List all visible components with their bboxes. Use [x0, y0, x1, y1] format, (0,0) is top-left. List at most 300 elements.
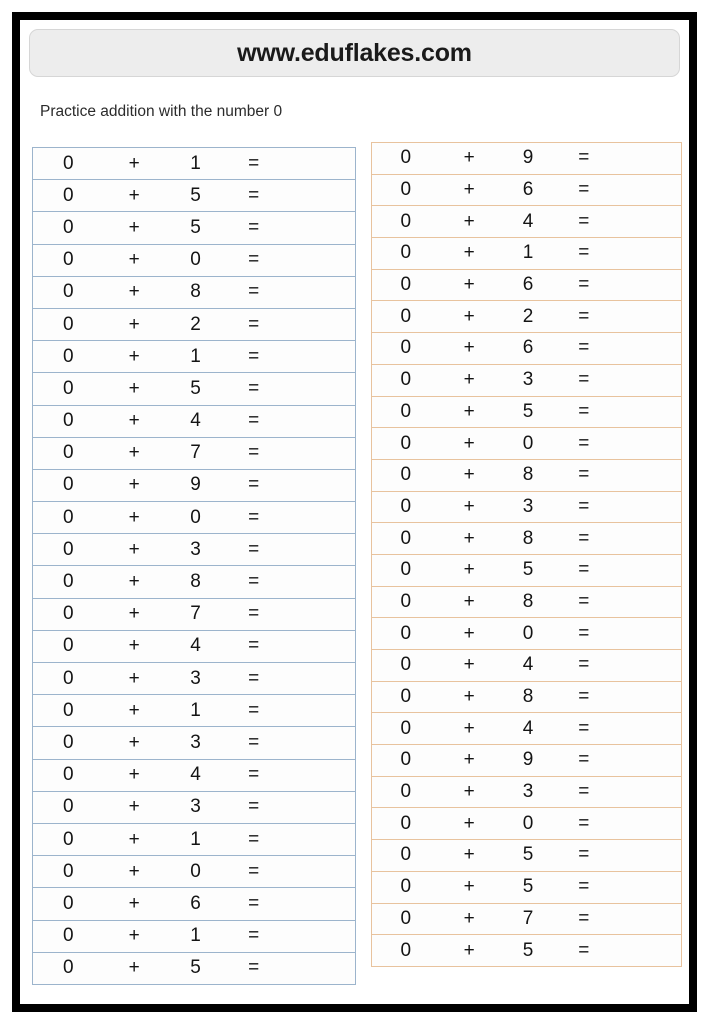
plus-operator: +	[440, 174, 499, 206]
equals-sign: =	[226, 727, 281, 759]
problem-row	[372, 523, 682, 555]
equals-sign: =	[557, 871, 610, 903]
equals-sign: =	[226, 566, 281, 598]
problem-row	[372, 364, 682, 396]
problem-table-right	[371, 142, 682, 967]
plus-operator: +	[104, 308, 165, 340]
problem-row	[33, 469, 356, 501]
addend-second: 3	[165, 727, 226, 759]
problem-row	[372, 903, 682, 935]
problem-table-left	[32, 147, 356, 985]
worksheet-page-inner	[20, 20, 689, 1004]
answer-blank[interactable]	[610, 523, 681, 555]
addend-first: 0	[33, 534, 104, 566]
plus-operator: +	[440, 713, 499, 745]
equals-sign: =	[557, 554, 610, 586]
equals-sign: =	[226, 920, 281, 952]
addend-first: 0	[33, 952, 104, 984]
plus-operator: +	[440, 618, 499, 650]
addend-second: 4	[499, 650, 558, 682]
plus-operator: +	[104, 888, 165, 920]
addend-second: 3	[165, 663, 226, 695]
problem-row	[33, 952, 356, 984]
instruction-line: Practice addition with the number 0	[40, 103, 283, 120]
answer-blank[interactable]	[281, 630, 355, 662]
addend-second: 4	[165, 759, 226, 791]
problem-row	[33, 888, 356, 920]
addend-second: 1	[499, 238, 558, 270]
addend-first: 0	[372, 840, 440, 872]
answer-blank[interactable]	[281, 566, 355, 598]
plus-operator: +	[104, 695, 165, 727]
plus-operator: +	[440, 554, 499, 586]
answer-blank[interactable]	[281, 276, 355, 308]
answer-blank[interactable]	[610, 903, 681, 935]
addend-first: 0	[372, 554, 440, 586]
equals-sign: =	[226, 630, 281, 662]
plus-operator: +	[104, 630, 165, 662]
addend-second: 4	[165, 405, 226, 437]
addend-second: 5	[499, 554, 558, 586]
equals-sign: =	[557, 459, 610, 491]
answer-blank[interactable]	[610, 586, 681, 618]
addend-first: 0	[372, 269, 440, 301]
answer-blank[interactable]	[281, 148, 355, 180]
answer-blank[interactable]	[610, 808, 681, 840]
equals-sign: =	[557, 808, 610, 840]
addend-second: 7	[165, 598, 226, 630]
addend-second: 7	[499, 903, 558, 935]
addend-second: 1	[165, 823, 226, 855]
answer-blank[interactable]	[610, 396, 681, 428]
addend-second: 8	[165, 276, 226, 308]
equals-sign: =	[226, 791, 281, 823]
problem-row	[372, 206, 682, 238]
equals-sign: =	[226, 952, 281, 984]
problem-row	[33, 727, 356, 759]
addend-second: 0	[165, 502, 226, 534]
addend-first: 0	[372, 143, 440, 175]
plus-operator: +	[104, 341, 165, 373]
plus-operator: +	[440, 871, 499, 903]
equals-sign: =	[557, 143, 610, 175]
plus-operator: +	[104, 663, 165, 695]
equals-sign: =	[226, 180, 281, 212]
problem-row	[33, 405, 356, 437]
answer-blank[interactable]	[281, 727, 355, 759]
plus-operator: +	[440, 269, 499, 301]
addend-second: 5	[165, 373, 226, 405]
addend-first: 0	[33, 663, 104, 695]
addend-second: 1	[165, 695, 226, 727]
answer-blank[interactable]	[281, 308, 355, 340]
answer-blank[interactable]	[610, 364, 681, 396]
plus-operator: +	[440, 459, 499, 491]
plus-operator: +	[104, 437, 165, 469]
plus-operator: +	[440, 238, 499, 270]
equals-sign: =	[557, 333, 610, 365]
equals-sign: =	[226, 534, 281, 566]
plus-operator: +	[104, 148, 165, 180]
addend-first: 0	[372, 333, 440, 365]
equals-sign: =	[557, 840, 610, 872]
equals-sign: =	[226, 888, 281, 920]
equals-sign: =	[557, 586, 610, 618]
addend-first: 0	[372, 396, 440, 428]
plus-operator: +	[440, 650, 499, 682]
addend-second: 5	[499, 871, 558, 903]
addend-first: 0	[372, 935, 440, 967]
addend-first: 0	[33, 502, 104, 534]
plus-operator: +	[104, 534, 165, 566]
addend-first: 0	[33, 148, 104, 180]
answer-blank[interactable]	[610, 143, 681, 175]
addend-first: 0	[33, 727, 104, 759]
problem-row	[33, 663, 356, 695]
addend-first: 0	[33, 437, 104, 469]
answer-blank[interactable]	[610, 776, 681, 808]
addend-second: 5	[165, 212, 226, 244]
plus-operator: +	[440, 333, 499, 365]
plus-operator: +	[440, 301, 499, 333]
equals-sign: =	[557, 903, 610, 935]
problem-row	[372, 713, 682, 745]
addend-first: 0	[372, 459, 440, 491]
addend-second: 8	[499, 459, 558, 491]
plus-operator: +	[104, 823, 165, 855]
plus-operator: +	[440, 808, 499, 840]
answer-blank[interactable]	[610, 554, 681, 586]
addend-first: 0	[33, 630, 104, 662]
equals-sign: =	[557, 206, 610, 238]
answer-blank[interactable]	[281, 180, 355, 212]
addend-second: 6	[165, 888, 226, 920]
addend-second: 5	[499, 396, 558, 428]
equals-sign: =	[557, 301, 610, 333]
addend-second: 3	[499, 776, 558, 808]
answer-blank[interactable]	[610, 871, 681, 903]
equals-sign: =	[557, 491, 610, 523]
plus-operator: +	[104, 727, 165, 759]
worksheet-page	[12, 12, 697, 1012]
equals-sign: =	[226, 437, 281, 469]
answer-blank[interactable]	[610, 745, 681, 777]
problem-row	[372, 840, 682, 872]
plus-operator: +	[440, 745, 499, 777]
plus-operator: +	[104, 373, 165, 405]
plus-operator: +	[440, 935, 499, 967]
answer-blank[interactable]	[281, 534, 355, 566]
equals-sign: =	[226, 341, 281, 373]
equals-sign: =	[557, 428, 610, 460]
addend-second: 7	[165, 437, 226, 469]
problem-row	[33, 534, 356, 566]
plus-operator: +	[104, 469, 165, 501]
plus-operator: +	[104, 920, 165, 952]
problem-row	[372, 586, 682, 618]
addend-first: 0	[33, 566, 104, 598]
addend-second: 6	[499, 333, 558, 365]
problem-row	[372, 745, 682, 777]
problem-row	[33, 759, 356, 791]
plus-operator: +	[104, 212, 165, 244]
plus-operator: +	[440, 523, 499, 555]
answer-blank[interactable]	[610, 713, 681, 745]
problem-row	[33, 695, 356, 727]
answer-blank[interactable]	[281, 341, 355, 373]
addend-first: 0	[372, 650, 440, 682]
addend-second: 0	[165, 244, 226, 276]
addend-second: 2	[165, 308, 226, 340]
answer-blank[interactable]	[281, 663, 355, 695]
problem-row	[33, 148, 356, 180]
addend-second: 3	[499, 491, 558, 523]
equals-sign: =	[226, 373, 281, 405]
problem-row	[372, 808, 682, 840]
problem-row	[33, 791, 356, 823]
addend-second: 1	[165, 148, 226, 180]
addend-first: 0	[372, 808, 440, 840]
plus-operator: +	[104, 759, 165, 791]
problem-row	[33, 373, 356, 405]
addend-first: 0	[372, 301, 440, 333]
problem-row	[372, 396, 682, 428]
plus-operator: +	[440, 143, 499, 175]
answer-blank[interactable]	[281, 212, 355, 244]
plus-operator: +	[440, 586, 499, 618]
addend-second: 0	[499, 618, 558, 650]
addend-second: 0	[499, 428, 558, 460]
addend-first: 0	[372, 745, 440, 777]
problem-row	[33, 341, 356, 373]
problem-row	[372, 554, 682, 586]
answer-blank[interactable]	[281, 469, 355, 501]
addend-first: 0	[372, 776, 440, 808]
equals-sign: =	[226, 244, 281, 276]
problem-row	[33, 180, 356, 212]
addend-first: 0	[372, 174, 440, 206]
problem-row	[33, 212, 356, 244]
addend-first: 0	[372, 491, 440, 523]
problem-row	[33, 502, 356, 534]
answer-blank[interactable]	[610, 301, 681, 333]
addend-first: 0	[33, 373, 104, 405]
addend-first: 0	[33, 920, 104, 952]
answer-blank[interactable]	[281, 759, 355, 791]
addend-second: 3	[165, 791, 226, 823]
equals-sign: =	[226, 308, 281, 340]
addend-first: 0	[33, 244, 104, 276]
equals-sign: =	[226, 856, 281, 888]
answer-blank[interactable]	[610, 618, 681, 650]
addend-second: 0	[165, 856, 226, 888]
equals-sign: =	[226, 502, 281, 534]
equals-sign: =	[557, 396, 610, 428]
problem-row	[372, 650, 682, 682]
equals-sign: =	[557, 238, 610, 270]
answer-blank[interactable]	[610, 935, 681, 967]
plus-operator: +	[440, 681, 499, 713]
addend-first: 0	[33, 695, 104, 727]
answer-blank[interactable]	[610, 650, 681, 682]
addend-first: 0	[372, 586, 440, 618]
addend-first: 0	[33, 276, 104, 308]
site-title: www.eduflakes.com	[237, 38, 472, 67]
addend-first: 0	[33, 341, 104, 373]
addend-second: 1	[165, 920, 226, 952]
addend-first: 0	[33, 888, 104, 920]
plus-operator: +	[104, 566, 165, 598]
addend-first: 0	[33, 405, 104, 437]
answer-blank[interactable]	[610, 269, 681, 301]
problem-row	[372, 238, 682, 270]
problem-row	[372, 333, 682, 365]
equals-sign: =	[226, 212, 281, 244]
addend-second: 1	[165, 341, 226, 373]
addend-first: 0	[372, 523, 440, 555]
plus-operator: +	[104, 244, 165, 276]
equals-sign: =	[557, 681, 610, 713]
addend-second: 5	[499, 935, 558, 967]
equals-sign: =	[226, 469, 281, 501]
problem-row	[372, 269, 682, 301]
addend-second: 5	[499, 840, 558, 872]
answer-blank[interactable]	[281, 244, 355, 276]
addend-second: 3	[165, 534, 226, 566]
equals-sign: =	[557, 174, 610, 206]
addend-first: 0	[33, 598, 104, 630]
addend-first: 0	[33, 759, 104, 791]
answer-blank[interactable]	[281, 791, 355, 823]
problem-row	[372, 871, 682, 903]
equals-sign: =	[557, 776, 610, 808]
addend-second: 4	[165, 630, 226, 662]
addend-second: 6	[499, 174, 558, 206]
answer-blank[interactable]	[281, 920, 355, 952]
problem-row	[372, 491, 682, 523]
addend-second: 4	[499, 713, 558, 745]
site-header-banner	[29, 29, 680, 77]
plus-operator: +	[440, 840, 499, 872]
answer-blank[interactable]	[610, 238, 681, 270]
equals-sign: =	[557, 364, 610, 396]
answer-blank[interactable]	[610, 681, 681, 713]
addend-first: 0	[372, 681, 440, 713]
problem-row	[372, 681, 682, 713]
answer-blank[interactable]	[610, 333, 681, 365]
plus-operator: +	[440, 428, 499, 460]
equals-sign: =	[226, 695, 281, 727]
answer-blank[interactable]	[281, 373, 355, 405]
plus-operator: +	[440, 364, 499, 396]
addend-second: 8	[499, 586, 558, 618]
equals-sign: =	[557, 269, 610, 301]
addend-first: 0	[372, 428, 440, 460]
addend-second: 0	[499, 808, 558, 840]
answer-blank[interactable]	[281, 405, 355, 437]
answer-blank[interactable]	[281, 695, 355, 727]
equals-sign: =	[557, 618, 610, 650]
addend-first: 0	[372, 903, 440, 935]
addend-first: 0	[372, 238, 440, 270]
addend-second: 2	[499, 301, 558, 333]
answer-blank[interactable]	[610, 206, 681, 238]
plus-operator: +	[104, 180, 165, 212]
answer-blank[interactable]	[281, 952, 355, 984]
plus-operator: +	[104, 405, 165, 437]
equals-sign: =	[557, 745, 610, 777]
equals-sign: =	[226, 823, 281, 855]
plus-operator: +	[104, 952, 165, 984]
plus-operator: +	[440, 396, 499, 428]
equals-sign: =	[557, 650, 610, 682]
problem-row	[33, 598, 356, 630]
problem-row	[372, 143, 682, 175]
problem-row	[33, 920, 356, 952]
problem-row	[33, 276, 356, 308]
addend-first: 0	[33, 180, 104, 212]
plus-operator: +	[104, 598, 165, 630]
answer-blank[interactable]	[281, 856, 355, 888]
addend-second: 5	[165, 952, 226, 984]
equals-sign: =	[226, 759, 281, 791]
problem-row	[372, 301, 682, 333]
plus-operator: +	[440, 903, 499, 935]
problem-row	[372, 618, 682, 650]
addend-first: 0	[33, 856, 104, 888]
answer-blank[interactable]	[281, 823, 355, 855]
equals-sign: =	[557, 935, 610, 967]
addend-second: 9	[499, 143, 558, 175]
addend-first: 0	[372, 713, 440, 745]
answer-blank[interactable]	[610, 428, 681, 460]
addend-first: 0	[372, 206, 440, 238]
plus-operator: +	[440, 206, 499, 238]
problem-row	[33, 630, 356, 662]
problem-rows-left	[33, 148, 356, 985]
addend-second: 4	[499, 206, 558, 238]
addend-second: 8	[165, 566, 226, 598]
answer-blank[interactable]	[610, 491, 681, 523]
problem-rows-right	[372, 143, 682, 967]
answer-blank[interactable]	[610, 174, 681, 206]
addend-first: 0	[372, 871, 440, 903]
problem-row	[33, 308, 356, 340]
plus-operator: +	[104, 856, 165, 888]
problem-row	[33, 856, 356, 888]
equals-sign: =	[226, 276, 281, 308]
addend-second: 6	[499, 269, 558, 301]
plus-operator: +	[440, 491, 499, 523]
problem-row	[372, 174, 682, 206]
plus-operator: +	[104, 791, 165, 823]
answer-blank[interactable]	[281, 437, 355, 469]
equals-sign: =	[226, 148, 281, 180]
answer-blank[interactable]	[281, 502, 355, 534]
addend-second: 8	[499, 523, 558, 555]
addend-first: 0	[33, 308, 104, 340]
answer-blank[interactable]	[281, 598, 355, 630]
answer-blank[interactable]	[610, 840, 681, 872]
addend-second: 9	[499, 745, 558, 777]
addend-first: 0	[372, 618, 440, 650]
problem-row	[372, 776, 682, 808]
equals-sign: =	[226, 663, 281, 695]
problem-row	[33, 823, 356, 855]
answer-blank[interactable]	[610, 459, 681, 491]
answer-blank[interactable]	[281, 888, 355, 920]
addend-second: 8	[499, 681, 558, 713]
